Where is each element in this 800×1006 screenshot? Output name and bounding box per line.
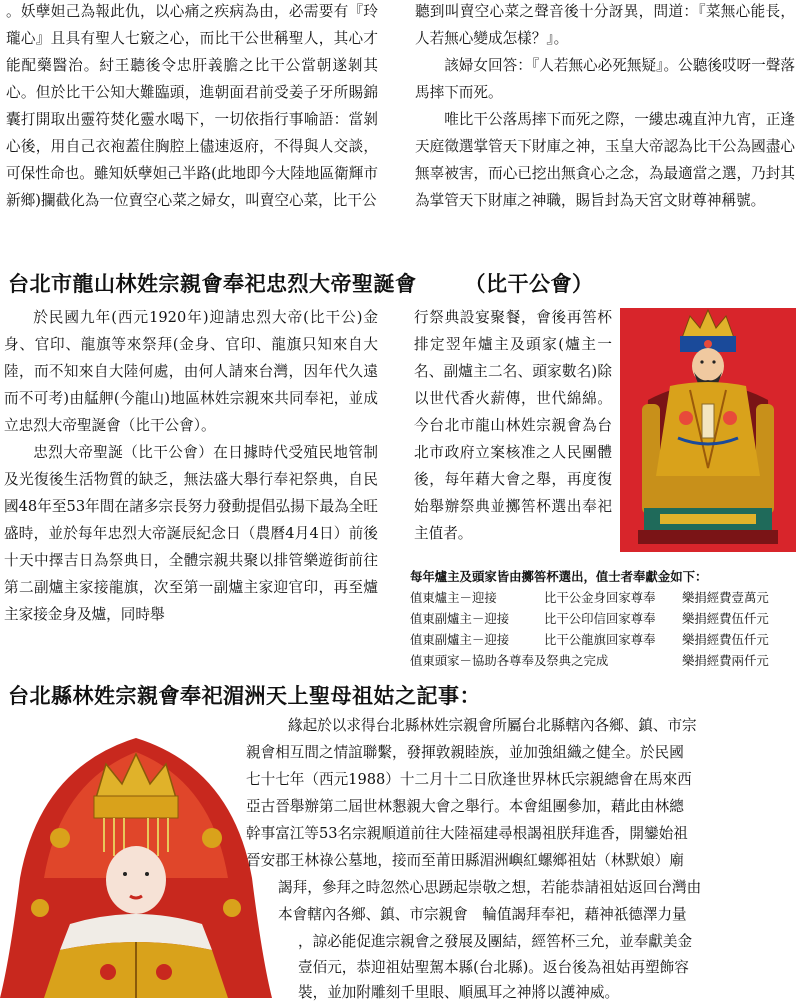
donation-amount: 樂捐經費壹萬元	[682, 590, 769, 605]
section1-mid-text	[414, 304, 612, 547]
heading-1-main: 台北市龍山林姓宗親會奉祀忠烈大帝聖誕會	[8, 272, 417, 296]
donation-title: 每年爐主及頭家皆由擲筶杯選出，值士者奉獻金如下：	[410, 569, 708, 584]
section1-mid-paragraph: 行祭典設宴聚餐，會後再筶杯排定翌年爐主及頭家(爐主一名、副爐主二名、頭家數名)除以世代香火薪傳，世代綿綿。今台北市龍山林姓宗親會為台北市政府立案核准之人民團體後，每年藉大會之舉，再度復始舉辦祭典並擲筶杯選出奉祀主值者。	[414, 309, 612, 542]
section2-line: 幹事富江等53名宗親順道前往大陸福建尋根謁祖朕拜進香，開鑾始祖	[246, 825, 688, 842]
section2-line: 壹佰元，恭迎祖姑聖駕本縣(台北縣)。返台後為祖姑再塑飾容	[298, 959, 689, 976]
donation-amount: 樂捐經費兩仟元	[682, 653, 769, 668]
donation-role: 值東爐主－迎接	[410, 590, 497, 605]
section2-line: 親會相互間之情誼聯繫，發揮敦親睦族，並加強組織之健全。於民國	[246, 744, 684, 761]
mazu-statue-photo	[0, 728, 272, 998]
donation-role: 值東副爐主－迎接	[410, 611, 510, 626]
top-right-paragraph-1: 聽到叫賣空心菜之聲音後十分訝異，問道：『菜無心能長，人若無心變成怎樣？』。	[415, 3, 795, 47]
section1-left-text	[4, 304, 378, 628]
mazu-statue-illustration	[0, 728, 272, 998]
donation-row	[410, 629, 798, 650]
donation-task: 比干公龍旗回家尊奉	[544, 632, 656, 647]
top-left-text	[6, 0, 378, 214]
top-right-text	[415, 0, 795, 214]
section2-line: ，諒必能促進宗親會之發展及團結，經筶杯三允，並奉獻美金	[298, 933, 693, 950]
top-right-paragraph-2: 該婦女回答：『人若無心必死無疑』。公聽後哎呀一聲落馬摔下而死。	[415, 57, 795, 101]
deity-statue-illustration	[620, 308, 796, 552]
donation-list	[410, 566, 798, 671]
section2-line: 緣起於以求得台北縣林姓宗親會所屬台北縣轄內各鄉、鎮、市宗	[288, 717, 697, 734]
section2-line: 裝，並加附雕刻千里眼、順風耳之神將以護神威。	[298, 984, 620, 1001]
section2-line: 謁拜，參拜之時忽然心思踴起崇敬之想，若能恭請祖姑返回台灣由	[278, 879, 702, 896]
section1-paragraph-1: 於民國九年(西元1920年)迎請忠烈大帝(比干公)金身、官印、龍旗等來祭拜(金身、官印、龍旗只知來自大陸，而不知來自大陸何處，由何人請來台灣，因年代久遠而不可考)由艋舺(今龍山)地區林姓宗親來共同奉祀，並成立忠烈大帝聖誕會（比干公會）。	[4, 309, 378, 434]
donation-row	[410, 608, 798, 629]
deity-statue-photo	[620, 308, 796, 552]
top-left-paragraph: 。妖孽妲己為報此仇，以心痛之疾病為由，必需要有『玲瓏心』且具有聖人七竅之心，而比干公世稱聖人，其心才能配藥醫治。紂王聽後令忠肝義膽之比干公當朝遂剝其心。但於比干公知大難臨頭，進朝面君前受姜子牙所賜錦囊打開取出靈符焚化靈水喝下，一切依指行事喻語：當剝心後，用自己衣袍蓋住胸腔上儘速返府，不得與人交談，可保性命也。雖知妖孽妲己半路(此地即今大陸地區衛輝市新鄉)攔截化為一位賣空心菜之婦女，叫賣空心菜，比干公	[6, 3, 378, 209]
donation-task: 比干公金身回家尊奉	[544, 590, 656, 605]
section1-paragraph-2: 忠烈大帝聖誕（比干公會）在日據時代受殖民地管制及光復後生活物質的缺乏，無法盛大舉行奉祀祭典，自民國48年至53年間在諸多宗長努力發動提倡弘揚下最為全旺盛時，並於每年忠烈大帝誕辰紀念日（農曆4月4日）前後十天中擇吉日為祭典日，全體宗親共聚以排管樂遊街前往第二副爐主家接龍旗，次至第一副爐主家迎官印，再至爐主家接金身及爐，同時舉	[4, 444, 378, 623]
heading-1-extra: （比干公會）	[464, 272, 594, 296]
donation-row	[410, 587, 798, 608]
donation-task: 比干公印信回家尊奉	[544, 611, 656, 626]
donation-role: 值東頭家－協助各尊奉及祭典之完成	[410, 653, 609, 668]
section2-line: 本會轄內各鄉、鎮、市宗親會 輪值謁拜奉祀，藉神祇德澤力量	[278, 906, 687, 923]
section-heading-2: 台北縣林姓宗親會奉祀湄洲天上聖母祖姑之記事：	[8, 684, 481, 708]
section2-line: 七十七年（西元1988）十二月十二日欣逢世界林氏宗親總會在馬來西	[246, 771, 692, 788]
section2-line: 晉安郡王林祿公墓地，接而至莆田縣湄洲嶼紅螺鄉祖姑（林默娘）廟	[246, 852, 684, 869]
section2-line: 亞古晉舉辦第二屆世林懇親大會之舉行。本會組團參加，藉此由林總	[246, 798, 684, 815]
donation-row	[410, 650, 798, 671]
donation-amount: 樂捐經費伍仟元	[682, 632, 769, 647]
donation-role: 值東副爐主－迎接	[410, 632, 510, 647]
section-heading-1	[8, 268, 594, 298]
donation-amount: 樂捐經費伍仟元	[682, 611, 769, 626]
top-right-paragraph-3: 唯比干公落馬摔下而死之際，一縷忠魂直沖九宵，正逢天庭徵選掌管天下財庫之神，玉皇大帝認為比干公為國盡心無辜被害，而心已挖出無貪心之念，為最適當之選，乃封其為掌管天下財庫之神職，賜旨封為天宮文財尊神稱號。	[415, 111, 795, 209]
